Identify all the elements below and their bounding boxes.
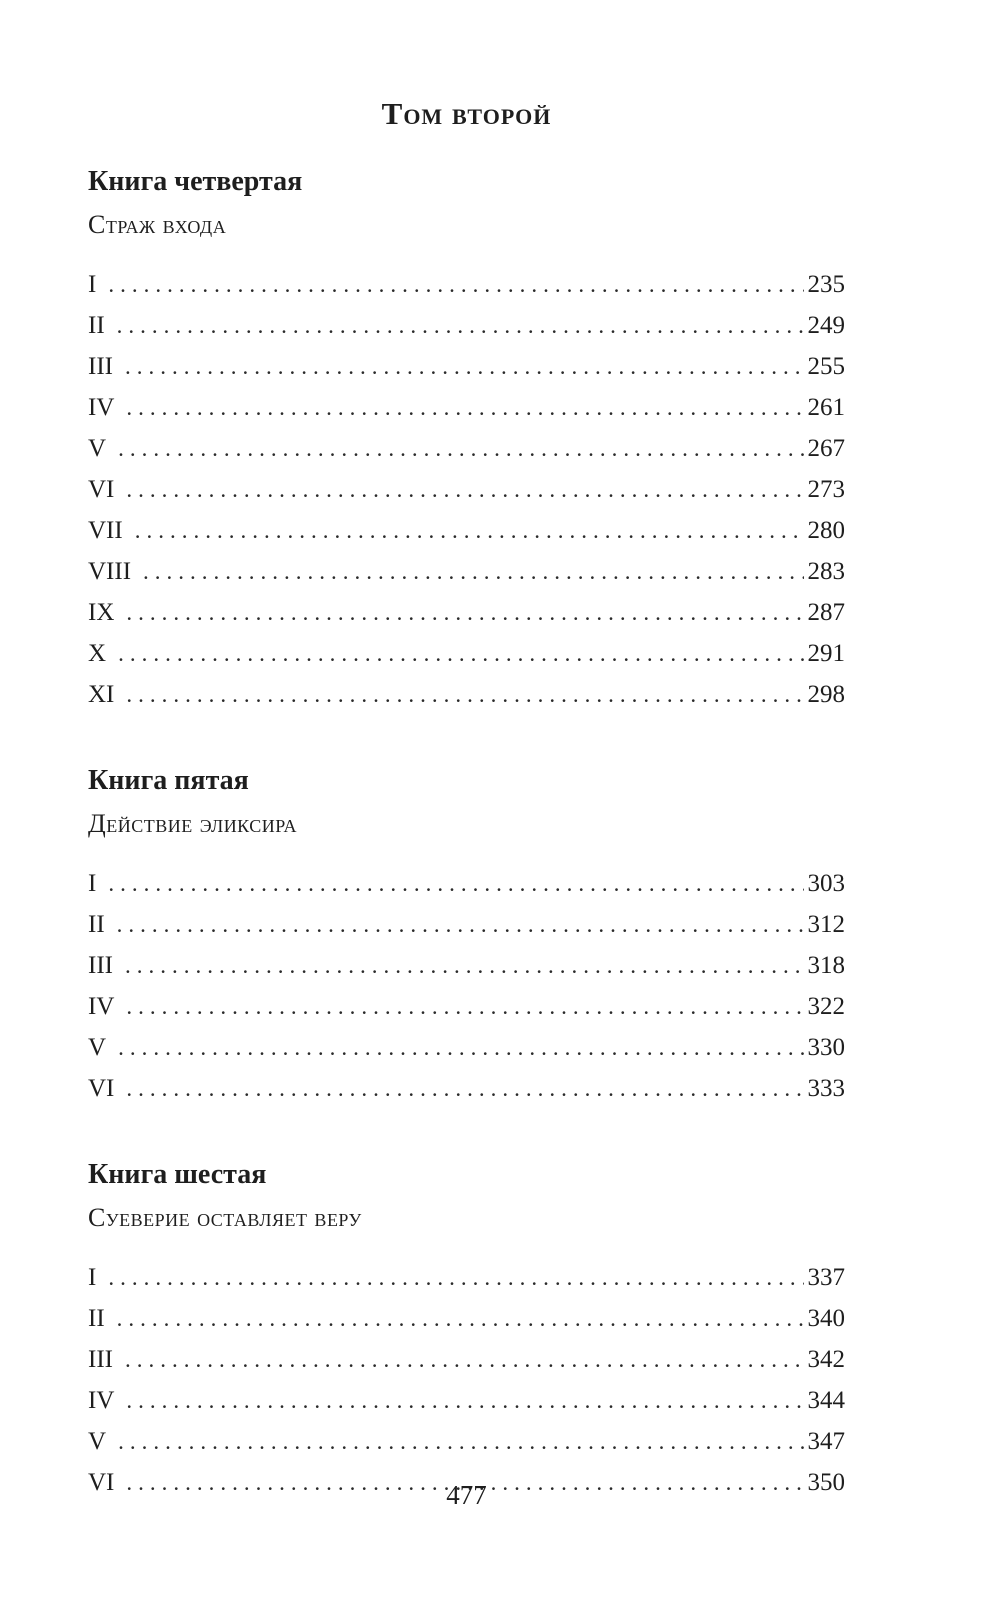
- chapter-numeral: IV: [88, 394, 115, 421]
- toc-entry: [88, 305, 845, 346]
- chapter-numeral: XI: [88, 681, 115, 708]
- chapter-page-number: 322: [807, 993, 845, 1020]
- dot-leader: [126, 469, 803, 510]
- chapter-page-number: 298: [807, 681, 845, 708]
- chapter-page-number: 287: [807, 599, 845, 626]
- toc-entry: [88, 551, 845, 592]
- toc-entry: [88, 1298, 845, 1339]
- dot-leader: [126, 674, 803, 715]
- chapter-numeral: VIII: [88, 558, 132, 585]
- chapter-page-number: 344: [807, 1387, 845, 1414]
- toc-entry: [88, 1068, 845, 1109]
- dot-leader: [125, 346, 804, 387]
- dot-leader: [126, 592, 803, 633]
- toc-entry: [88, 945, 845, 986]
- book-heading: Книга шестая: [88, 1159, 267, 1190]
- toc-entry: [88, 428, 845, 469]
- chapter-page-number: 312: [807, 911, 845, 938]
- toc-entries: [88, 264, 845, 715]
- toc-entry: [88, 1027, 845, 1068]
- chapter-numeral: VI: [88, 1469, 115, 1496]
- dot-leader: [126, 387, 803, 428]
- book-subtitle: Страж входа: [88, 210, 227, 239]
- chapter-page-number: 273: [807, 476, 845, 503]
- toc-entry: [88, 1339, 845, 1380]
- chapter-numeral: V: [88, 435, 107, 462]
- sections: [88, 166, 845, 1503]
- chapter-page-number: 318: [807, 952, 845, 979]
- chapter-page-number: 330: [807, 1034, 845, 1061]
- toc-entries: [88, 863, 845, 1109]
- book-subtitle: Суеверие оставляет веру: [88, 1203, 362, 1232]
- chapter-numeral: VI: [88, 1075, 115, 1102]
- chapter-page-number: 267: [807, 435, 845, 462]
- dot-leader: [118, 1027, 803, 1068]
- chapter-numeral: II: [88, 1305, 105, 1332]
- toc-section: [88, 765, 845, 1109]
- chapter-page-number: 350: [807, 1469, 845, 1496]
- dot-leader: [118, 633, 803, 674]
- chapter-numeral: IV: [88, 1387, 115, 1414]
- chapter-numeral: I: [88, 1264, 97, 1291]
- toc-entry: [88, 264, 845, 305]
- toc-entry: [88, 674, 845, 715]
- chapter-numeral: X: [88, 640, 107, 667]
- dot-leader: [118, 1421, 803, 1462]
- chapter-numeral: V: [88, 1428, 107, 1455]
- chapter-page-number: 235: [807, 271, 845, 298]
- chapter-page-number: 255: [807, 353, 845, 380]
- toc-entry: [88, 510, 845, 551]
- chapter-numeral: II: [88, 911, 105, 938]
- chapter-numeral: VI: [88, 476, 115, 503]
- chapter-numeral: II: [88, 312, 105, 339]
- dot-leader: [125, 945, 804, 986]
- dot-leader: [126, 1380, 803, 1421]
- dot-leader: [108, 264, 803, 305]
- dot-leader: [108, 863, 803, 904]
- toc-section: [88, 1159, 845, 1503]
- chapter-page-number: 342: [807, 1346, 845, 1373]
- toc-entry: [88, 346, 845, 387]
- footer-page-number: 477: [446, 1480, 487, 1510]
- dot-leader: [126, 1068, 803, 1109]
- toc-entry: [88, 1421, 845, 1462]
- chapter-page-number: 347: [807, 1428, 845, 1455]
- toc-entry: [88, 863, 845, 904]
- toc-entry: [88, 592, 845, 633]
- dot-leader: [108, 1257, 803, 1298]
- chapter-page-number: 303: [807, 870, 845, 897]
- toc-section: [88, 166, 845, 715]
- toc-entry: [88, 387, 845, 428]
- toc-entries: [88, 1257, 845, 1503]
- chapter-page-number: 249: [807, 312, 845, 339]
- dot-leader: [135, 510, 804, 551]
- dot-leader: [117, 1298, 804, 1339]
- toc-entry: [88, 633, 845, 674]
- book-subtitle: Действие эликсира: [88, 809, 297, 838]
- chapter-numeral: III: [88, 1346, 113, 1373]
- toc-entry: [88, 1257, 845, 1298]
- chapter-page-number: 340: [807, 1305, 845, 1332]
- dot-leader: [117, 904, 804, 945]
- chapter-page-number: 337: [807, 1264, 845, 1291]
- toc-entry: [88, 1380, 845, 1421]
- dot-leader: [118, 428, 803, 469]
- chapter-numeral: I: [88, 271, 97, 298]
- volume-title: Том второй: [381, 96, 552, 131]
- chapter-numeral: VII: [88, 517, 123, 544]
- toc-entry: [88, 904, 845, 945]
- chapter-numeral: III: [88, 353, 113, 380]
- dot-leader: [117, 305, 804, 346]
- chapter-numeral: IX: [88, 599, 115, 626]
- chapter-numeral: I: [88, 870, 97, 897]
- chapter-page-number: 333: [807, 1075, 845, 1102]
- chapter-numeral: III: [88, 952, 113, 979]
- dot-leader: [143, 551, 803, 592]
- chapter-numeral: V: [88, 1034, 107, 1061]
- toc-entry: [88, 986, 845, 1027]
- dot-leader: [126, 986, 803, 1027]
- chapter-page-number: 291: [807, 640, 845, 667]
- chapter-numeral: IV: [88, 993, 115, 1020]
- dot-leader: [125, 1339, 804, 1380]
- toc-entry: [88, 469, 845, 510]
- chapter-page-number: 280: [807, 517, 845, 544]
- chapter-page-number: 261: [807, 394, 845, 421]
- book-heading: Книга четвертая: [88, 166, 303, 197]
- chapter-page-number: 283: [807, 558, 845, 585]
- book-heading: Книга пятая: [88, 765, 249, 796]
